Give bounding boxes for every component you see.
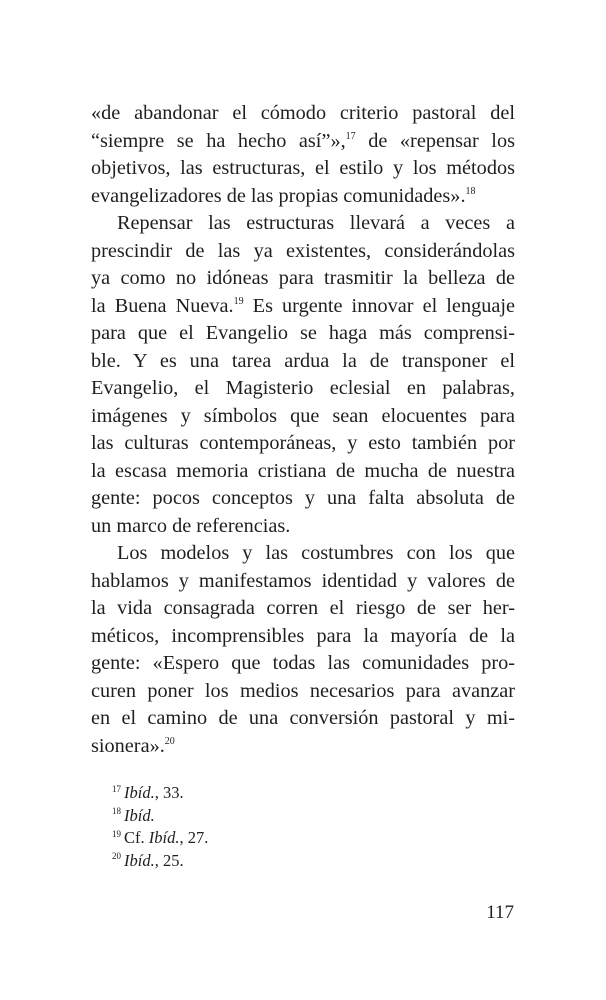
text-line: «de abandonar el cómodo criterio pastoral del — [91, 102, 515, 124]
footnote-ref-20[interactable]: 20 — [164, 735, 175, 747]
text-segment: sionera». — [91, 734, 165, 757]
footnote-citation: Ibíd. — [124, 783, 155, 802]
footnote-citation: Ibíd. — [148, 828, 180, 847]
text-line: objetivos, las estructuras, el estilo y los métodos — [91, 157, 515, 179]
footnote-citation: Ibíd. — [124, 805, 155, 825]
text-line: un marco de referencias. — [91, 514, 291, 537]
text-line: las culturas contemporáneas, y esto también por — [91, 432, 515, 454]
body-text — [91, 100, 515, 760]
text-line: Los modelos y las costumbres con los que — [117, 542, 515, 564]
text-line: imágenes y símbolos que sean elocuentes para — [91, 404, 515, 427]
footnote-number: 20 — [112, 851, 121, 861]
text-line: Repensar las estructuras llevará a veces a — [117, 212, 515, 234]
footnote-prefix: Cf. — [124, 828, 149, 847]
text-segment: de «repensar los — [355, 129, 515, 152]
text-line — [91, 293, 515, 321]
footnotes — [112, 782, 512, 872]
footnote-ref-18[interactable]: 18 — [465, 185, 476, 197]
footnote-number: 18 — [112, 806, 121, 816]
text-line: ya como no idóneas para trasmitir la belleza de — [91, 267, 515, 289]
text-line: en el camino de una conversión pastoral y mi- — [91, 707, 515, 729]
footnote-number: 19 — [112, 828, 121, 839]
text-segment: “siempre se ha hecho así”», — [91, 129, 346, 152]
text-line — [91, 183, 515, 211]
footnote-18 — [112, 805, 512, 828]
text-line — [91, 128, 515, 156]
text-line: para que el Evangelio se haga más comprensi- — [91, 322, 515, 344]
footnote-citation: Ibíd. — [124, 850, 155, 870]
text-segment: evangelizadores de las propias comunidades». — [91, 184, 466, 207]
footnote-20 — [112, 850, 512, 873]
text-line: la vida consagrada corren el riesgo de ser her- — [91, 597, 515, 619]
footnote-text: , 27. — [179, 828, 209, 847]
text-line: méticos, incomprensibles para la mayoría de la — [91, 624, 515, 647]
footnote-19 — [112, 827, 512, 850]
page-number: 117 — [486, 902, 514, 923]
text-line: curen poner los medios necesarios para avanzar — [91, 679, 515, 702]
footnote-ref-19[interactable]: 19 — [233, 295, 244, 307]
text-segment: Es urgente innovar el lenguaje — [243, 294, 515, 317]
paragraph-2 — [91, 210, 515, 540]
paragraph-3 — [91, 540, 515, 760]
text-line: gente: «Espero que todas las comunidades pro- — [91, 652, 515, 674]
text-line: prescindir de las ya existentes, considerándolas — [91, 239, 515, 262]
footnote-17 — [112, 782, 512, 805]
text-line: gente: pocos conceptos y una falta absoluta de — [91, 487, 515, 509]
footnote-text: , 25. — [154, 850, 184, 870]
text-line — [91, 733, 515, 761]
footnote-ref-17[interactable]: 17 — [345, 130, 356, 142]
text-line: la escasa memoria cristiana de mucha de nuestra — [91, 459, 515, 482]
text-line: hablamos y manifestamos identidad y valores de — [91, 569, 515, 592]
footnote-text: , 33. — [154, 783, 184, 802]
text-line: Evangelio, el Magisterio eclesial en palabras, — [91, 377, 515, 399]
paragraph-1 — [91, 100, 515, 210]
footnote-number: 17 — [112, 783, 121, 794]
text-segment: la Buena Nueva. — [91, 294, 234, 317]
text-line: ble. Y es una tarea ardua la de transponer el — [91, 349, 515, 372]
